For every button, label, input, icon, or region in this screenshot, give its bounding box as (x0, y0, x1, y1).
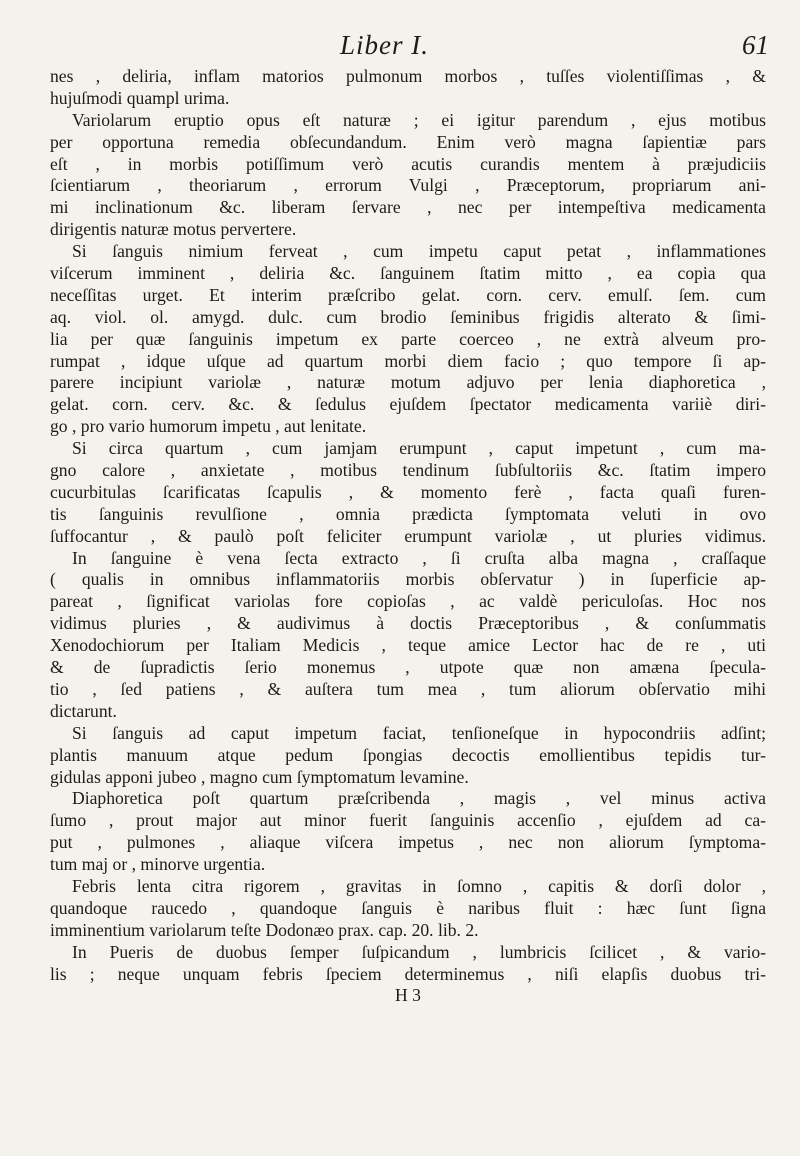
text-line: dictarunt. (50, 700, 117, 721)
text-line: pareat , ſignificat variolas fore copioſas , ac valdè periculoſas. Hoc nos (50, 591, 766, 612)
signature-mark: H 3 (395, 985, 421, 1006)
text-line: quandoque raucedo , quandoque ſanguis è naribus fluit : hæc ſunt ſigna (50, 897, 766, 918)
running-title: Liber I. (340, 30, 429, 60)
text-line: gelat. corn. cerv. &c. & ſedulus ejuſdem ſpectator medicamenta variiè diri- (50, 394, 766, 415)
text-line: Variolarum eruptio opus eſt naturæ ; ei igitur parendum , ejus motibus (72, 109, 766, 130)
text-line: rumpat , idque uſque ad quartum morbi diem facio ; quo tempore ſi ap- (50, 350, 766, 371)
text-line: nes , deliria, inflam matorios pulmonum morbos , tuſſes violentiſſimas , & (50, 66, 766, 86)
text-line: Diaphoretica poſt quartum præſcribenda , magis , vel minus activa (72, 788, 766, 809)
text-line: neceſſitas urget. Et interim præſcribo gelat. corn. cerv. emulſ. ſem. cum (50, 284, 766, 305)
text-line: ( qualis in omnibus inflammatoriis morbis obſervatur ) in ſuperficie ap- (50, 569, 766, 590)
text-line: mi inclinationum &c. liberam ſervare , nec per intempeſtiva medicamenta (50, 197, 766, 218)
text-line: per opportuna remedia obſecundandum. Enim verò magna ſapientiæ pars (50, 131, 766, 152)
text-line: In Pueris de duobus ſemper ſuſpicandum , lumbricis ſcilicet , & vario- (72, 941, 766, 962)
text-line: ſcientiarum , theoriarum , errorum Vulgi , Præceptorum, propriarum ani- (50, 175, 766, 196)
text-line: aq. viol. ol. amygd. dulc. cum brodio ſeminibus frigidis alterato & ſimi- (50, 306, 766, 327)
text-line: In ſanguine è vena ſecta extracto , ſi cruſta alba magna , craſſaque (72, 547, 766, 568)
text-line: cucurbitulas ſcarificatas ſcapulis , & momento ferè , facta quaſi furen- (50, 481, 766, 502)
running-head (0, 30, 800, 60)
text-line: hujuſmodi quampl urima. (50, 87, 230, 108)
text-line: go , pro vario humorum impetu , aut lenitate. (50, 416, 367, 437)
text-line: put , pulmones , aliaque viſcera impetus , nec non aliorum ſymptoma- (50, 832, 766, 853)
text-line: Si ſanguis nimium ferveat , cum impetu caput petat , inflammationes (72, 241, 766, 262)
text-line: tio , ſed patiens , & auſtera tum mea , tum aliorum obſervatio mihi (50, 678, 766, 699)
text-line: tum maj or , minorve urgentia. (50, 854, 266, 875)
text-line: imminentium variolarum teſte Dodonæo prax. cap. 20. lib. 2. (50, 919, 479, 940)
text-line: eſt , in morbis potiſſimum verò acutis curandis mentem à præjudiciis (50, 153, 766, 174)
text-line: lis ; neque unquam febris ſpeciem determinemus , niſi elapſis duobus tri- (50, 963, 766, 984)
text-line: gno calore , anxietate , motibus tendinum ſubſultoriis &c. ſtatim impero (50, 460, 766, 481)
text-line: vidimus pluries , & audivimus à doctis Præceptoribus , & conſummatis (50, 613, 766, 634)
text-line: plantis manuum atque pedum ſpongias decoctis emollientibus tepidis tur- (50, 744, 766, 765)
text-line: Si ſanguis ad caput impetum faciat, tenſioneſque in hypocondriis adſint; (72, 722, 766, 743)
text-line: Xenodochiorum per Italiam Medicis , teque amice Lector hac de re , uti (50, 635, 766, 656)
text-line: parere incipiunt variolæ , naturæ motum adjuvo per lenia diaphoretica , (50, 372, 766, 393)
text-line: ſumo , prout major aut minor fuerit ſanguinis accenſio , ejuſdem ad ca- (50, 810, 766, 831)
page-number: 61 (742, 30, 769, 60)
text-line: lia per quæ ſanguinis impetum ex parte coerceo , ne extrà alveum pro- (50, 328, 766, 349)
text-line: Si circa quartum , cum jamjam erumpunt , caput impetunt , cum ma- (72, 438, 766, 459)
text-line: ſuffocantur , & paulò poſt feliciter erumpunt variolæ , ut pluries vidimus. (50, 525, 766, 546)
text-line: & de ſupradictis ſerio monemus , utpote quæ non amæna ſpecula- (50, 657, 766, 678)
text-line: tis ſanguinis revulſione , omnia prædicta ſymptomata veluti in ovo (50, 503, 766, 524)
text-line: Febris lenta citra rigorem , gravitas in ſomno , capitis & dorſi dolor , (72, 875, 766, 896)
body-text (50, 66, 766, 1007)
text-line: dirigentis naturæ motus pervertere. (50, 219, 297, 240)
text-line: viſcerum imminent , deliria &c. ſanguinem ſtatim mitto , ea copia qua (50, 263, 766, 284)
text-line: gidulas apponi jubeo , magno cum ſymptomatum levamine. (50, 766, 469, 787)
